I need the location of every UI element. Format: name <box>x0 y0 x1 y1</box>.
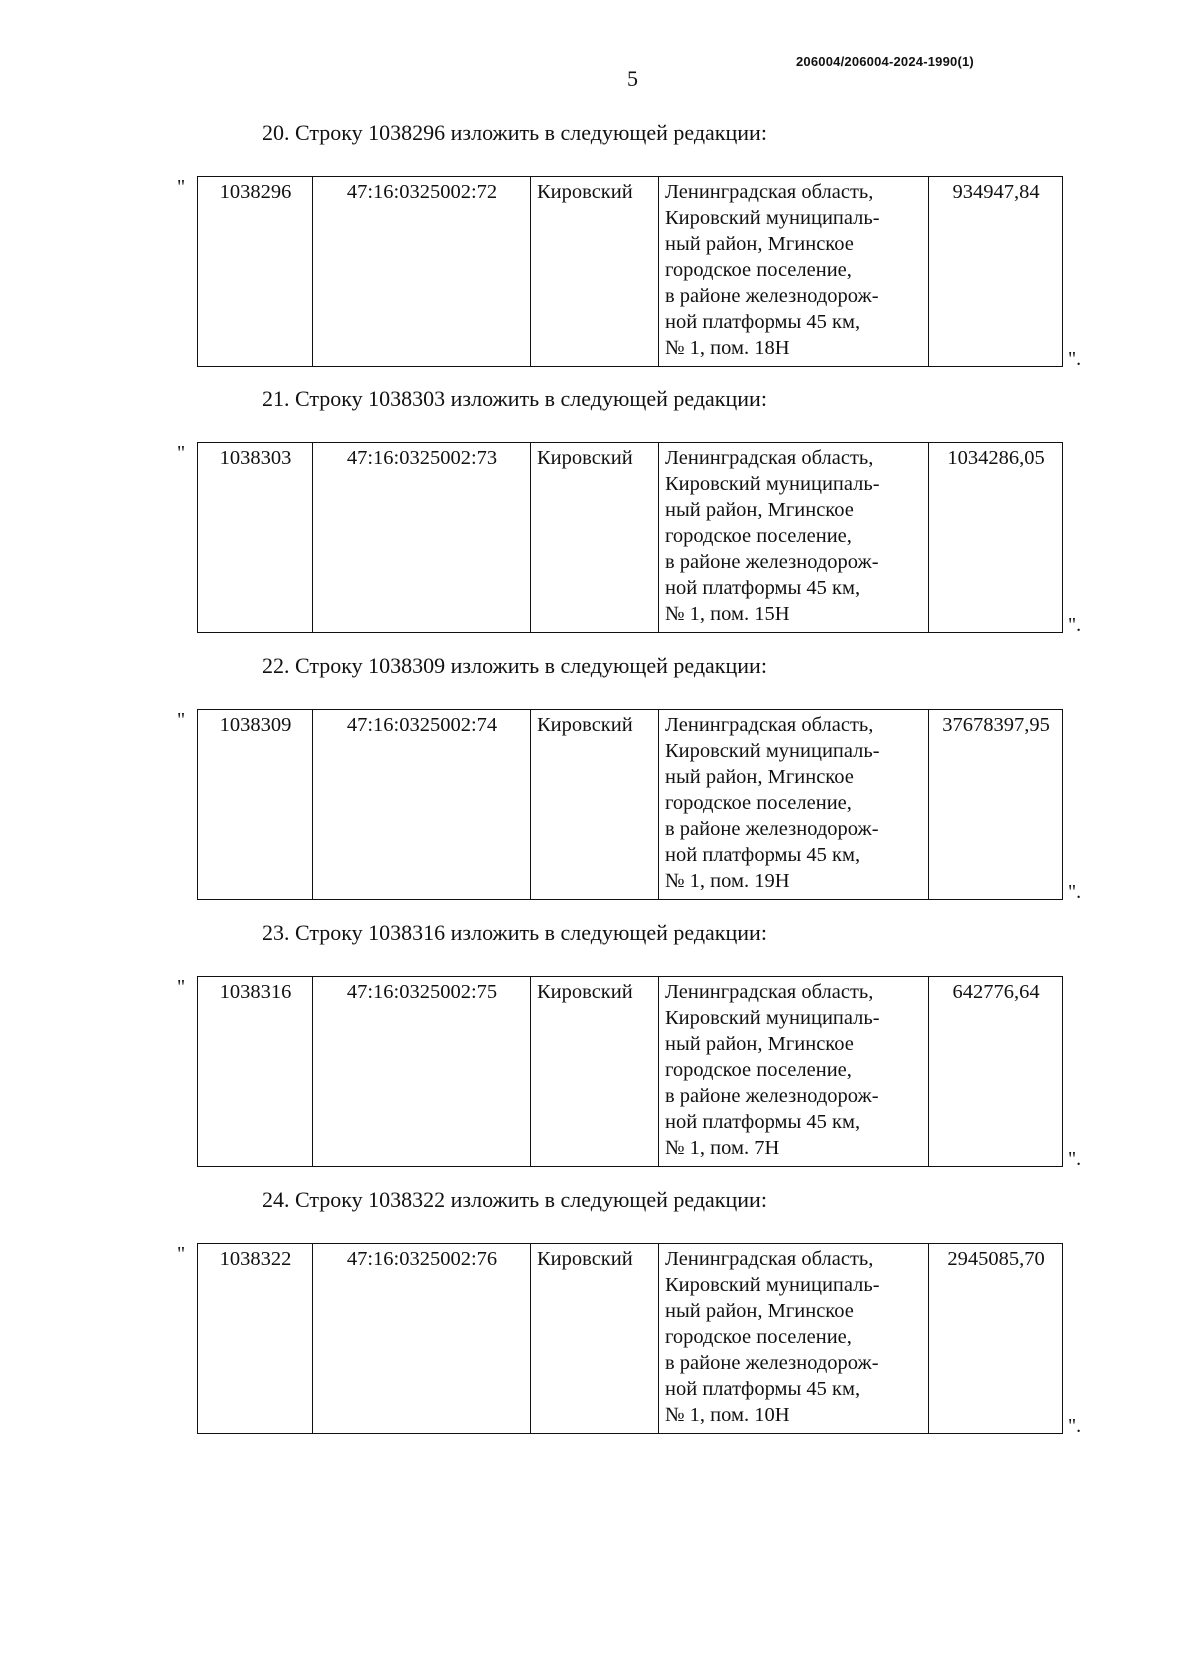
registry-row-table <box>197 709 1063 900</box>
address-cell <box>659 977 929 1167</box>
table-row <box>198 710 1063 900</box>
closing-quote: ". <box>1068 1148 1082 1170</box>
address-line: Ленинградская область, <box>665 981 874 1003</box>
table-row <box>198 1244 1063 1434</box>
address-line: ный район, Мгинское <box>665 233 854 255</box>
address-line: Кировский муниципаль- <box>665 473 880 495</box>
row-number-cell: 1038296 <box>198 177 313 367</box>
cadastral-number-cell: 47:16:0325002:73 <box>313 443 531 633</box>
address-line: Кировский муниципаль- <box>665 207 880 229</box>
amendment-heading: 24. Строку 1038322 изложить в следующей редакции: <box>262 1187 767 1212</box>
address-line: № 1, пом. 7Н <box>665 1137 780 1159</box>
cadastral-value-cell: 934947,84 <box>929 177 1063 367</box>
address-line: ный район, Мгинское <box>665 766 854 788</box>
amendment-heading: 23. Строку 1038316 изложить в следующей редакции: <box>262 920 767 945</box>
address-cell <box>659 1244 929 1434</box>
address-line: ной платформы 45 км, <box>665 1111 861 1133</box>
opening-quote: " <box>177 709 186 731</box>
table-row <box>198 443 1063 633</box>
address-line: ной платформы 45 км, <box>665 1378 861 1400</box>
address-line: ной платформы 45 км, <box>665 577 861 599</box>
row-number-cell: 1038322 <box>198 1244 313 1434</box>
address-line: № 1, пом. 19Н <box>665 870 790 892</box>
address-line: Ленинградская область, <box>665 447 874 469</box>
opening-quote: " <box>177 976 186 998</box>
amendment-heading: 20. Строку 1038296 изложить в следующей редакции: <box>262 120 767 145</box>
district-cell: Кировский <box>531 710 659 900</box>
cadastral-value-cell: 1034286,05 <box>929 443 1063 633</box>
address-line: Ленинградская область, <box>665 714 874 736</box>
district-cell: Кировский <box>531 177 659 367</box>
registry-row-table <box>197 442 1063 633</box>
address-cell <box>659 177 929 367</box>
address-line: городское поселение, <box>665 1059 852 1081</box>
opening-quote: " <box>177 176 186 198</box>
address-line: в районе железнодорож- <box>665 551 879 573</box>
amendment-heading: 22. Строку 1038309 изложить в следующей редакции: <box>262 653 767 678</box>
cadastral-number-cell: 47:16:0325002:76 <box>313 1244 531 1434</box>
amendment-heading: 21. Строку 1038303 изложить в следующей редакции: <box>262 386 767 411</box>
cadastral-number-cell: 47:16:0325002:75 <box>313 977 531 1167</box>
registry-row-table <box>197 976 1063 1167</box>
address-line: в районе железнодорож- <box>665 1085 879 1107</box>
address-line: Кировский муниципаль- <box>665 1274 880 1296</box>
closing-quote: ". <box>1068 1415 1082 1437</box>
address-line: ный район, Мгинское <box>665 1300 854 1322</box>
district-cell: Кировский <box>531 1244 659 1434</box>
address-line: ный район, Мгинское <box>665 499 854 521</box>
cadastral-value-cell: 642776,64 <box>929 977 1063 1167</box>
closing-quote: ". <box>1068 881 1082 903</box>
opening-quote: " <box>177 1243 186 1265</box>
closing-quote: ". <box>1068 348 1082 370</box>
address-cell <box>659 443 929 633</box>
cadastral-value-cell: 2945085,70 <box>929 1244 1063 1434</box>
document-id: 206004/206004-2024-1990(1) <box>796 54 974 69</box>
page-number: 5 <box>627 66 638 91</box>
table-row <box>198 177 1063 367</box>
district-cell: Кировский <box>531 443 659 633</box>
address-line: Ленинградская область, <box>665 181 874 203</box>
table-row <box>198 977 1063 1167</box>
cadastral-number-cell: 47:16:0325002:74 <box>313 710 531 900</box>
address-line: № 1, пом. 10Н <box>665 1404 790 1426</box>
opening-quote: " <box>177 442 186 464</box>
cadastral-number-cell: 47:16:0325002:72 <box>313 177 531 367</box>
address-line: в районе железнодорож- <box>665 285 879 307</box>
row-number-cell: 1038309 <box>198 710 313 900</box>
address-line: в районе железнодорож- <box>665 1352 879 1374</box>
address-line: городское поселение, <box>665 792 852 814</box>
address-line: ной платформы 45 км, <box>665 311 861 333</box>
address-cell <box>659 710 929 900</box>
row-number-cell: 1038303 <box>198 443 313 633</box>
row-number-cell: 1038316 <box>198 977 313 1167</box>
address-line: городское поселение, <box>665 525 852 547</box>
address-line: № 1, пом. 18Н <box>665 337 790 359</box>
address-line: Ленинградская область, <box>665 1248 874 1270</box>
closing-quote: ". <box>1068 614 1082 636</box>
address-line: Кировский муниципаль- <box>665 740 880 762</box>
address-line: городское поселение, <box>665 1326 852 1348</box>
address-line: ной платформы 45 км, <box>665 844 861 866</box>
registry-row-table <box>197 1243 1063 1434</box>
address-line: ный район, Мгинское <box>665 1033 854 1055</box>
district-cell: Кировский <box>531 977 659 1167</box>
address-line: Кировский муниципаль- <box>665 1007 880 1029</box>
cadastral-value-cell: 37678397,95 <box>929 710 1063 900</box>
registry-row-table <box>197 176 1063 367</box>
address-line: городское поселение, <box>665 259 852 281</box>
address-line: в районе железнодорож- <box>665 818 879 840</box>
address-line: № 1, пом. 15Н <box>665 603 790 625</box>
